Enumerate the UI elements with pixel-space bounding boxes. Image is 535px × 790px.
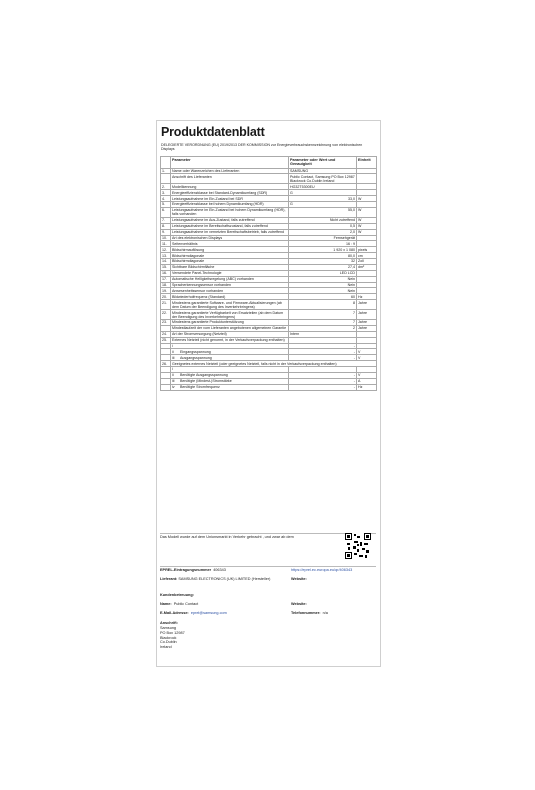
row-number: 8. bbox=[161, 223, 171, 229]
address-line: PO Box 12987 bbox=[160, 630, 185, 635]
market-note: Das Modell wurde auf dem Unionsmarkt in Verkehr gebracht , und zwar ab dem bbox=[160, 535, 294, 539]
row-label: Leistungsaufnahme im Ein-Zustand bei SDR bbox=[171, 196, 289, 202]
row-number bbox=[161, 174, 171, 184]
row-number: 25. bbox=[161, 337, 171, 343]
sub-row-unit: Hz bbox=[357, 384, 377, 390]
sub-row-value: - bbox=[289, 349, 357, 355]
row-value: HG32T5300EU bbox=[289, 184, 357, 190]
website-label: Website: bbox=[291, 577, 307, 581]
regulation-subtitle: DELEGIERTE VERORDNUNG (EU) 2019/2013 DER KOMMISSION zur Energieverbrauchskennzeichnung von elektronischen Displays bbox=[161, 143, 363, 152]
header-parameter: Parameter bbox=[171, 157, 289, 169]
row-number: 14. bbox=[161, 259, 171, 265]
row-number: 6. bbox=[161, 207, 171, 217]
row-unit: Jahre bbox=[357, 325, 377, 331]
row-unit: pixels bbox=[357, 247, 377, 253]
sub-row-unit: V bbox=[357, 372, 377, 378]
website2-label: Website: bbox=[291, 602, 307, 606]
sub-row-value: - bbox=[289, 384, 357, 390]
address-label: Anschrift: bbox=[160, 621, 178, 625]
row-label: Seitenverhältnis bbox=[171, 241, 289, 247]
sub-row-label bbox=[171, 384, 289, 390]
eprel-link[interactable]: https://eprel.ec.europa.eu/qr/406343 bbox=[291, 568, 353, 572]
row-number: 24. bbox=[161, 331, 171, 337]
table-row bbox=[161, 310, 377, 320]
sub-row-index: iii bbox=[172, 379, 175, 384]
address-line: Blackrock bbox=[160, 635, 177, 640]
sub-row-value: - bbox=[289, 355, 357, 361]
row-number: 7. bbox=[161, 217, 171, 223]
row-label: Leistungsaufnahme im vernetzten Bereitschaftsbetrieb, falls zutreffend bbox=[171, 229, 289, 235]
row-unit: Jahre bbox=[357, 320, 377, 326]
row-number: 19. bbox=[161, 288, 171, 294]
supplier-line bbox=[160, 577, 278, 582]
email-line bbox=[160, 611, 280, 616]
table-row bbox=[161, 174, 377, 184]
row-unit: cm bbox=[357, 253, 377, 259]
sub-row-unit: A bbox=[357, 378, 377, 384]
sub-row-unit: V bbox=[357, 349, 377, 355]
row-value: 7 bbox=[289, 320, 357, 326]
row-label: Bildwiederholfrequenz (Standard) bbox=[171, 294, 289, 300]
row-label: Mindestens garantierte Produktunterstützung bbox=[171, 320, 289, 326]
sub-row-index: i bbox=[172, 367, 173, 372]
row-value: Public Contact, Samsung PO Box 12987 Blackrock Co.Dublin Ireland bbox=[290, 174, 355, 183]
row-number: 20. bbox=[161, 294, 171, 300]
row-unit: Hz bbox=[357, 294, 377, 300]
row-label: Automatische Helligkeitsregelung (ABC) vorhanden bbox=[171, 276, 289, 282]
sub-row-value: - bbox=[289, 372, 357, 378]
row-label: Leistungsaufnahme im Aus-Zustand, falls zutreffend bbox=[171, 217, 289, 223]
sub-row-text: Benötigte Ausgangsspannung bbox=[180, 373, 228, 378]
name-label: Name: bbox=[160, 602, 172, 606]
row-label: Mindestens garantierte Software- und Firmware-Aktualisierungen (ab dem Datum der Beendigung des Inverkehrbringens) bbox=[171, 300, 289, 310]
row-value: 16 : 9 bbox=[289, 241, 357, 247]
row-number: 2. bbox=[161, 184, 171, 190]
address-block bbox=[160, 626, 376, 650]
divider bbox=[160, 566, 376, 567]
row-value: LED LCD bbox=[289, 270, 357, 276]
row-label: Leistungsaufnahme im Ein-Zustand bei hohem Dynamikumfang (HDR), falls vorhanden bbox=[171, 207, 289, 217]
row-unit: Jahre bbox=[357, 300, 377, 310]
row-label: Verwendete Panel-Technologie bbox=[171, 270, 289, 276]
row-label: Anschrift des Lieferanten bbox=[171, 174, 289, 184]
row-unit: dm² bbox=[357, 264, 377, 270]
row-value: 27,4 bbox=[289, 264, 357, 270]
row-number: 16. bbox=[161, 270, 171, 276]
row-number: 3. bbox=[161, 190, 171, 196]
row-label: Art des elektronischen Displays bbox=[171, 235, 289, 241]
row-number: 15. bbox=[161, 264, 171, 270]
sub-row-text: Ausgangsspannung bbox=[180, 355, 212, 360]
row-value: 0,5 bbox=[289, 223, 357, 229]
sub-row-text: Benötigte Stromfrequenz bbox=[180, 385, 220, 390]
row-label: Bildschirmdiagonale bbox=[171, 253, 289, 259]
row-number: 22. bbox=[161, 310, 171, 320]
row-value: 7 bbox=[289, 310, 357, 320]
product-data-sheet bbox=[156, 120, 381, 667]
row-value: Nicht zutreffend bbox=[289, 217, 357, 223]
row-label: Anwesenheitssensor vorhanden bbox=[171, 288, 289, 294]
row-number: 26. bbox=[161, 361, 171, 367]
address-line: Ireland bbox=[160, 645, 172, 650]
row-number: 23. bbox=[161, 320, 171, 326]
header-unit: Einheit bbox=[357, 157, 377, 169]
row-number: 9. bbox=[161, 229, 171, 235]
row-label: Modellkennung bbox=[171, 184, 289, 190]
row-value: 32 bbox=[289, 259, 357, 265]
row-unit: W bbox=[357, 229, 377, 235]
row-number: 21. bbox=[161, 300, 171, 310]
row-label: Energieeffizienzklasse bei Standard-Dynamikumfang (SDR) bbox=[171, 190, 289, 196]
row-number: 13. bbox=[161, 253, 171, 259]
row-label: Name oder Warenzeichen des Lieferanten bbox=[171, 168, 289, 174]
row-label: Art der Stromversorgung (Netzteil) bbox=[171, 331, 289, 337]
row-value: Fernsehgerät bbox=[289, 235, 357, 241]
header-value: Parameter oder Wert und Genauigkeit bbox=[289, 157, 357, 169]
row-label: Geeignetes externes Netzteil (oder geeignetes Netzteil, falls nicht in der Verkaufsverpackung enthalten) bbox=[171, 361, 377, 367]
row-value: 8 bbox=[289, 300, 357, 310]
supplier-value: SAMSUNG ELECTRONICS (UK) LIMITED (Hersteller) bbox=[178, 577, 271, 581]
row-value: G bbox=[289, 190, 357, 196]
row-label: Bildschirmauflösung bbox=[171, 247, 289, 253]
address-line: Co.Dublin bbox=[160, 640, 177, 645]
row-number: 4. bbox=[161, 196, 171, 202]
row-label: Leistungsaufnahme im Bereitschaftszustand, falls zutreffend bbox=[171, 223, 289, 229]
row-value: G bbox=[289, 202, 357, 208]
row-unit bbox=[357, 174, 377, 184]
row-value: Intern bbox=[289, 331, 357, 337]
row-label: Mindestens garantierte Verfügbarkeit von Ersatzteilen (ab dem Datum der Beendigung des Inverkehrbringens) bbox=[171, 310, 289, 320]
row-value: Nein bbox=[289, 282, 357, 288]
table-header-row bbox=[161, 157, 377, 169]
sub-row-text: Eingangsspannung bbox=[180, 349, 211, 354]
row-label: Bildschirmdiagonale bbox=[171, 259, 289, 265]
sub-row-value: - bbox=[289, 378, 357, 384]
sub-row-index: ii bbox=[172, 373, 174, 378]
row-value: 1 920 x 1 080 bbox=[289, 247, 357, 253]
sub-row-unit: V bbox=[357, 355, 377, 361]
row-number: 18. bbox=[161, 282, 171, 288]
row-number: 17. bbox=[161, 276, 171, 282]
sub-row-value: - bbox=[289, 343, 357, 349]
row-unit: W bbox=[357, 217, 377, 223]
sheet-title: Produktdatenblatt bbox=[161, 125, 265, 139]
row-label: Spracherkennungssensor vorhanden bbox=[171, 282, 289, 288]
address-line: Samsung bbox=[160, 626, 177, 630]
sub-row-index: ii bbox=[172, 349, 174, 354]
eprel-number: 406343 bbox=[213, 568, 226, 572]
table-row bbox=[161, 300, 377, 310]
row-label: Externes Netzteil (nicht genormt, in der Verkaufsverpackung enthalten) bbox=[171, 337, 289, 343]
row-number: 1. bbox=[161, 168, 171, 174]
row-unit: Zoll bbox=[357, 259, 377, 265]
phone-line bbox=[291, 611, 376, 616]
phone-value: n/a bbox=[322, 611, 328, 615]
row-value: 60 bbox=[289, 294, 357, 300]
row-unit: Jahre bbox=[357, 310, 377, 320]
sub-row-index: iv bbox=[172, 385, 175, 390]
customer-service-label: Kundenbetreuung: bbox=[160, 593, 194, 597]
row-number: 12. bbox=[161, 247, 171, 253]
row-unit: W bbox=[357, 223, 377, 229]
row-number: 10. bbox=[161, 235, 171, 241]
sub-row-text: Benötigte (Mindest-)Stromstärke bbox=[180, 379, 232, 384]
row-value: 2 bbox=[289, 325, 357, 331]
row-value: SAMSUNG bbox=[289, 168, 357, 174]
row-label: Mindestlaufzeit der vom Lieferanten angebotenen allgemeinen Garantie bbox=[171, 325, 289, 331]
row-unit: W bbox=[357, 196, 377, 202]
email-link[interactable]: eprel@samsung.com bbox=[190, 611, 227, 615]
row-value: 80,0 bbox=[289, 253, 357, 259]
supplier-label: Lieferant: bbox=[160, 577, 178, 581]
eprel-label: EPREL-Eintragungsnummer bbox=[160, 568, 212, 572]
contact-name-line bbox=[160, 602, 280, 607]
sub-row-index: i bbox=[172, 343, 173, 348]
row-unit: W bbox=[357, 207, 377, 217]
row-number: 5. bbox=[161, 202, 171, 208]
row-value: Nein bbox=[289, 288, 357, 294]
row-value: Nein bbox=[289, 276, 357, 282]
phone-label: Telefonnummer: bbox=[291, 611, 321, 615]
row-label: Sichtbare Bildschirmfläche bbox=[171, 264, 289, 270]
sub-row bbox=[161, 384, 377, 390]
row-number: 11. bbox=[161, 241, 171, 247]
row-value: 33,0 bbox=[289, 196, 357, 202]
qr-code-icon bbox=[345, 533, 371, 559]
email-label: E-Mail-Adresse: bbox=[160, 611, 189, 615]
divider bbox=[160, 533, 376, 534]
row-value: 2,0 bbox=[289, 229, 357, 235]
parameter-table bbox=[160, 156, 377, 391]
eprel-line bbox=[160, 568, 280, 573]
name-value: Public Contact bbox=[173, 602, 199, 606]
row-label: Energieeffizienzklasse bei hohem Dynamikumfang (HDR) bbox=[171, 202, 289, 208]
sub-row-index: iii bbox=[172, 355, 175, 360]
row-value: 55,0 bbox=[289, 207, 357, 217]
table-row bbox=[161, 207, 377, 217]
